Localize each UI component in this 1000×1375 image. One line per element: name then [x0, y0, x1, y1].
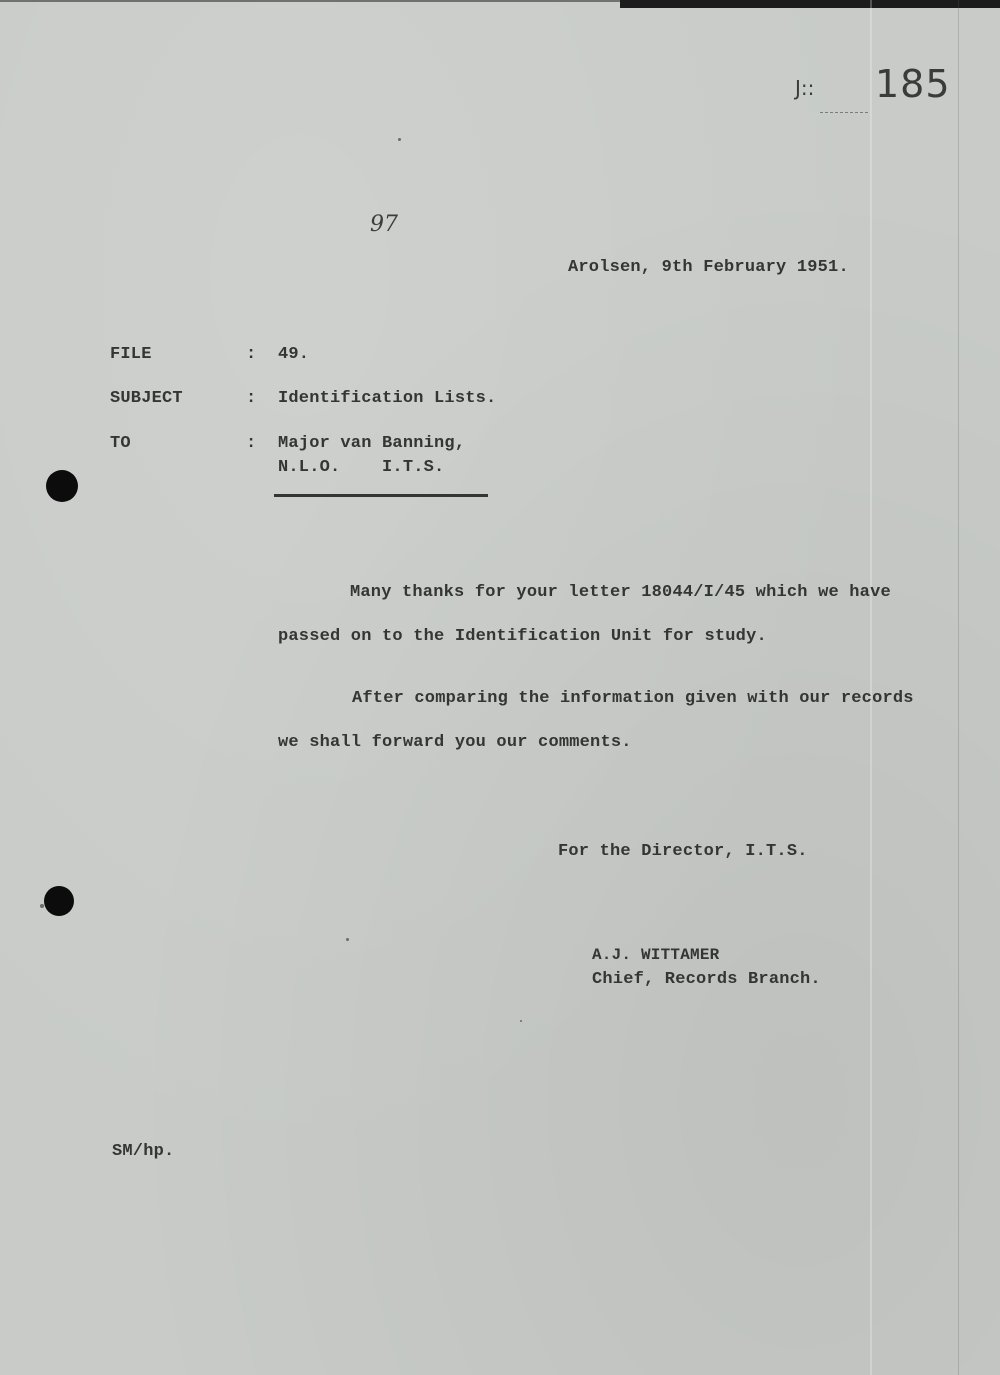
file-colon: : [246, 345, 257, 364]
body-paragraph-2-line-1: After comparing the information given with our records [352, 689, 914, 708]
top-edge-shadow [0, 0, 620, 2]
body-paragraph-1-line-1: Many thanks for your letter 18044/I/45 which we have [350, 583, 891, 602]
handwritten-folio-number: 97 [370, 212, 398, 237]
body-paragraph-2-line-2: we shall forward you our comments. [278, 733, 632, 752]
paper-speck [398, 138, 401, 141]
stamp-underline [820, 112, 868, 113]
paper-fold-line-secondary [958, 0, 959, 1375]
to-recipient-name: Major van Banning, [278, 434, 466, 453]
file-label: FILE [110, 345, 152, 364]
date-line: Arolsen, 9th February 1951. [568, 258, 849, 277]
to-colon: : [246, 434, 257, 453]
punch-hole-lower [44, 886, 74, 916]
paper-speck [40, 904, 44, 908]
punch-hole-upper [46, 470, 78, 502]
signatory-name: A.J. WITTAMER [592, 946, 720, 964]
closing-line: For the Director, I.T.S. [558, 842, 808, 861]
reference-initials: SM/hp. [112, 1142, 175, 1161]
archive-page-number: 185 [875, 62, 951, 106]
subject-label: SUBJECT [110, 389, 183, 408]
file-value: 49. [278, 345, 310, 364]
top-edge-border [620, 0, 1000, 8]
to-recipient-office: N.L.O. I.T.S. [278, 458, 445, 477]
archive-stamp-mark: J:: [795, 76, 815, 100]
signatory-title: Chief, Records Branch. [592, 970, 821, 989]
to-label: TO [110, 434, 131, 453]
paper-fold-line [870, 0, 872, 1375]
subject-value: Identification Lists. [278, 389, 497, 408]
header-divider [274, 494, 488, 497]
subject-colon: : [246, 389, 257, 408]
body-paragraph-1-line-2: passed on to the Identification Unit for study. [278, 627, 767, 646]
paper-speck [346, 938, 349, 941]
paper-speck [520, 1020, 522, 1022]
